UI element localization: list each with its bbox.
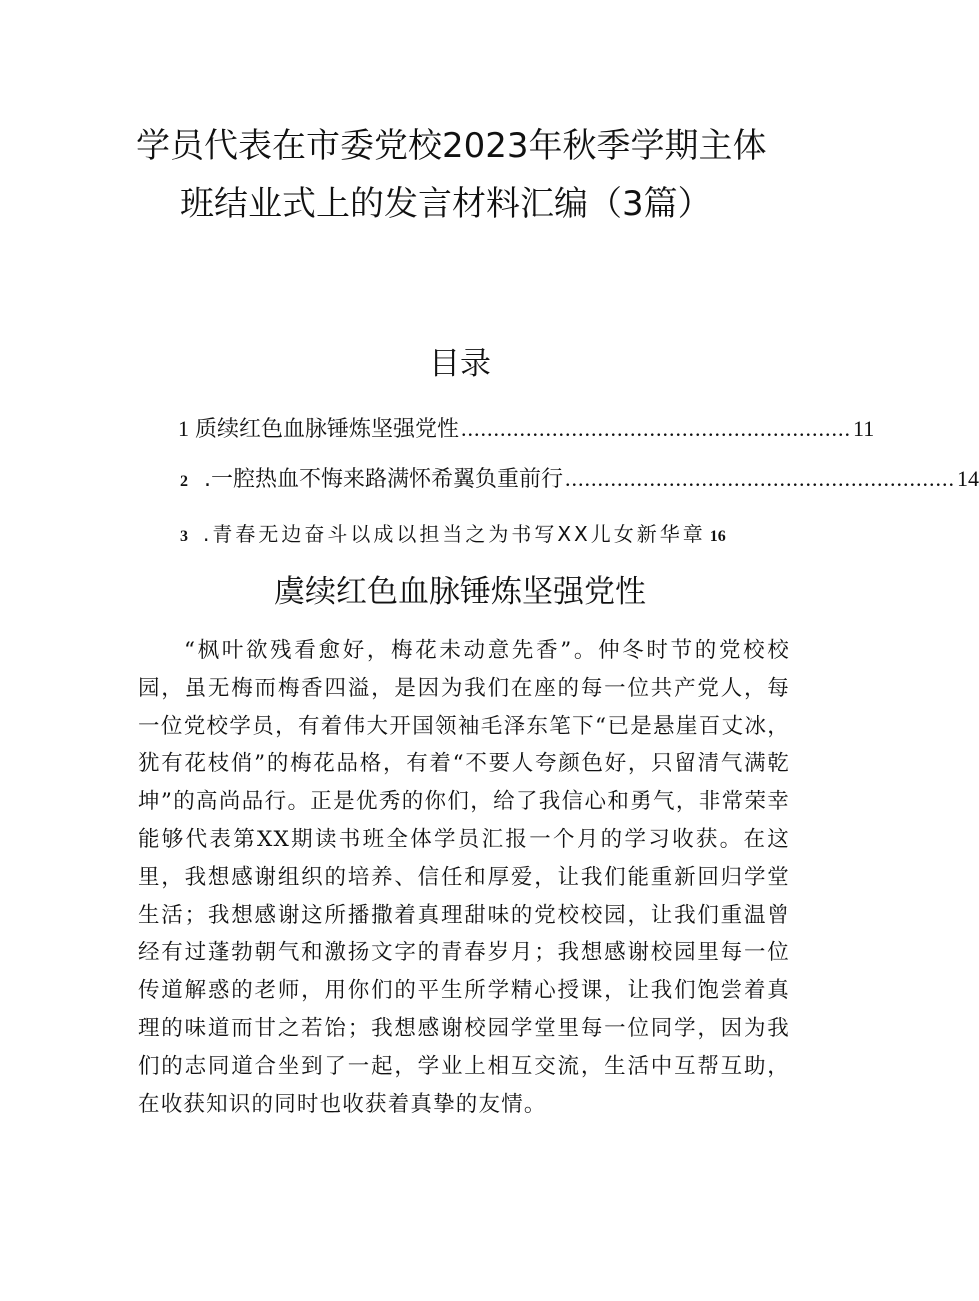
toc-entry-number: 1	[178, 416, 189, 441]
toc-entry-page: 11	[853, 416, 875, 441]
toc-entry-leader: ............................................................	[565, 466, 955, 491]
body-paragraph: “枫叶欲残看愈好，梅花未动意先香”。仲冬时节的党校校园，虽无梅而梅香四溢，是因为我们在座的每一位共产党人，每一位党校学员，有着伟大开国领袖毛泽东笔下“已是悬崖百丈冰，犹有花枝俏”的梅花品格，有着“不要人夸颜色好，只留清气满乾坤”的高尚品行。正是优秀的你们，给了我信心和勇气，非常荣幸能够代表第XX期读书班全体学员汇报一个月的学习收获。在这里，我想感谢组织的培养、信任和厚爱，让我们能重新回归学堂生活；我想感谢这所播撒着真理甜味的党校校园，让我们重温曾经有过蓬勃朝气和激扬文字的青春岁月；我想感谢校园里每一位传道解惑的老师，用你们的平生所学精心授课，让我们饱尝着真理的味道而甘之若饴；我想感谢校园学堂里每一位同学，因为我们的志同道合坐到了一起，学业上相互交流，生活中互帮互助，在收获知识的同时也收获着真挚的友情。	[138, 638, 790, 1117]
toc-entry[interactable]	[180, 462, 979, 493]
toc-entry-page: 14	[957, 466, 979, 491]
toc-entry-title: 质续红色血脉锤炼坚强党性	[195, 417, 460, 442]
document-title-line-1: 学员代表在市委党校2023年秋季学期主体	[136, 126, 767, 166]
toc-entry-leader: ............................................................	[461, 416, 852, 441]
toc-entry-page: 16	[709, 528, 726, 545]
toc-entry-number: 3	[180, 528, 191, 545]
toc-heading: 目录	[429, 346, 491, 382]
toc-entry[interactable]	[178, 412, 875, 443]
toc-entry[interactable]	[180, 518, 726, 547]
toc-entry-title: .青春无边奋斗以成以担当之为书写XX儿女新华章	[203, 522, 706, 546]
toc-entry-title: .一腔热血不悔来路满怀希翼负重前行	[204, 467, 563, 492]
section-heading: 虞续红色血脉锤炼坚强党性	[274, 574, 646, 610]
document-title-line-2: 班结业式上的发言材料汇编（3篇）	[180, 184, 712, 224]
toc-entry-number: 2	[180, 473, 188, 490]
